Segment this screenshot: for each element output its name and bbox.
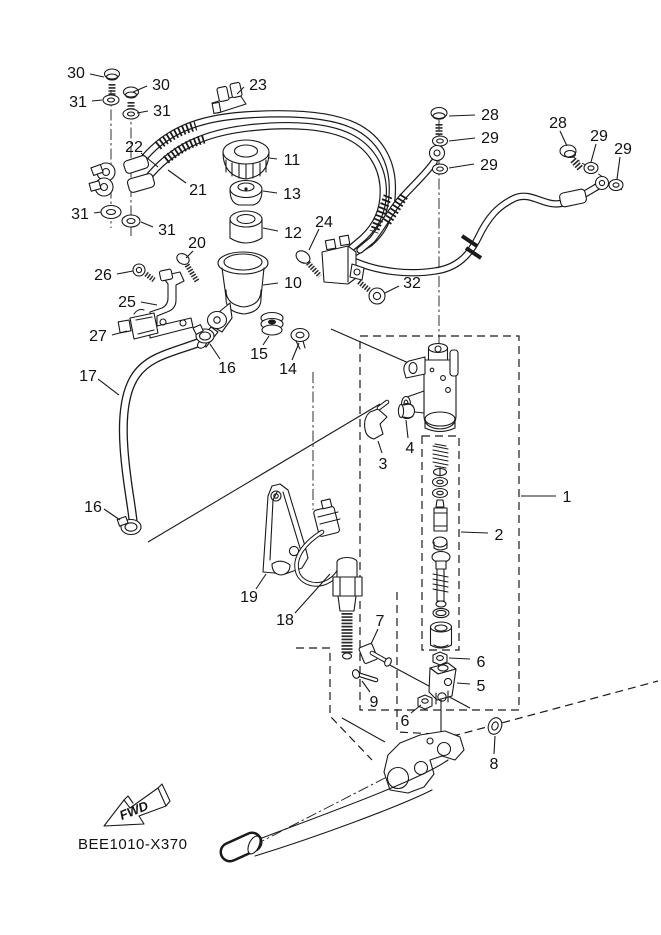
hose-to-master-cylinder <box>360 162 434 250</box>
hose-guard-springs <box>158 126 404 232</box>
washer-29a <box>433 136 448 146</box>
callout-31: 31 <box>69 94 87 111</box>
callout-3: 3 <box>378 456 388 473</box>
callout-30: 30 <box>152 77 170 94</box>
bolt-32 <box>358 281 385 304</box>
cotter-pin-9 <box>351 669 376 680</box>
callout-29: 29 <box>480 157 498 174</box>
callout-1: 1 <box>562 489 572 506</box>
callout-2: 2 <box>494 527 504 544</box>
callout-18: 18 <box>276 612 294 629</box>
plug-14 <box>291 329 309 350</box>
callout-8: 8 <box>489 756 499 773</box>
diaphragm-12 <box>230 211 262 243</box>
callout-11: 11 <box>283 152 301 169</box>
screw-26 <box>133 264 154 280</box>
callout-28: 28 <box>481 107 499 124</box>
callout-6: 6 <box>400 713 410 730</box>
callout-29: 29 <box>481 130 499 147</box>
assembly-pointer-lines <box>148 329 470 742</box>
banjo-bolt-28b <box>560 145 581 169</box>
nut-6b <box>418 695 432 709</box>
banjo-bolt-30a <box>105 69 120 95</box>
washer-31c <box>101 206 121 219</box>
callout-29: 29 <box>590 128 608 145</box>
hose-clamp-23 <box>212 82 246 113</box>
nut-6a <box>433 652 447 665</box>
clamp-27 <box>118 310 158 340</box>
pipe-end-eye <box>596 177 609 190</box>
washer-31d <box>122 215 140 227</box>
callout-31: 31 <box>71 206 89 223</box>
washer-31b <box>123 109 139 119</box>
callout-13: 13 <box>283 186 301 203</box>
callout-7: 7 <box>375 613 385 630</box>
callout-31: 31 <box>153 103 171 120</box>
callout-14: 14 <box>279 361 297 378</box>
washer-31a <box>103 95 119 105</box>
callout-24: 24 <box>315 214 333 231</box>
callout-19: 19 <box>240 589 258 606</box>
leader-lines <box>90 74 620 754</box>
washer-8 <box>486 716 504 737</box>
bracket-19 <box>263 484 308 575</box>
callout-12: 12 <box>284 225 302 242</box>
callout-22: 22 <box>125 139 143 156</box>
diaphragm-plate-13 <box>230 181 262 206</box>
pin-7 <box>359 643 393 667</box>
fwd-label: FWD <box>117 797 151 823</box>
callout-31: 31 <box>158 222 176 239</box>
reservoir-joint-3 <box>365 402 387 439</box>
washer-29c <box>584 163 598 174</box>
callout-15: 15 <box>250 346 268 363</box>
brake-pedal <box>230 731 464 856</box>
callout-20: 20 <box>188 235 206 252</box>
callout-30: 30 <box>67 65 85 82</box>
callout-16: 16 <box>84 499 102 516</box>
callout-17: 17 <box>79 368 97 385</box>
callout-27: 27 <box>89 328 107 345</box>
washer-29d <box>609 180 623 191</box>
reservoir-cap-11 <box>223 140 269 179</box>
double-banjo-fitting <box>89 163 115 196</box>
diagram-code: BEE1010-X370 <box>78 836 188 853</box>
kit-boxes <box>296 336 658 760</box>
reservoir-hose-17 <box>123 341 203 520</box>
callout-23: 23 <box>249 77 267 94</box>
callout-25: 25 <box>118 294 136 311</box>
callout-32: 32 <box>403 275 421 292</box>
callout-6: 6 <box>476 654 486 671</box>
callout-5: 5 <box>476 678 486 695</box>
callout-4: 4 <box>405 440 415 457</box>
pedal-ref-box-left <box>296 648 372 760</box>
washer-29b <box>433 164 448 174</box>
piston-kit-2 <box>431 444 452 648</box>
screw-24 <box>294 248 320 276</box>
fwd-arrow <box>104 784 170 826</box>
callout-21: 21 <box>189 182 207 199</box>
callout-10: 10 <box>284 275 302 292</box>
bushing-4 <box>398 404 414 419</box>
callout-9: 9 <box>369 694 379 711</box>
callout-26: 26 <box>94 267 112 284</box>
hose-eye-joint <box>430 146 445 161</box>
callout-16: 16 <box>218 360 236 377</box>
brake-switch-18 <box>297 499 362 659</box>
grommet-15 <box>261 313 283 336</box>
callout-28: 28 <box>549 115 567 132</box>
brake-hose-22 <box>140 114 392 252</box>
callout-29: 29 <box>614 141 632 158</box>
